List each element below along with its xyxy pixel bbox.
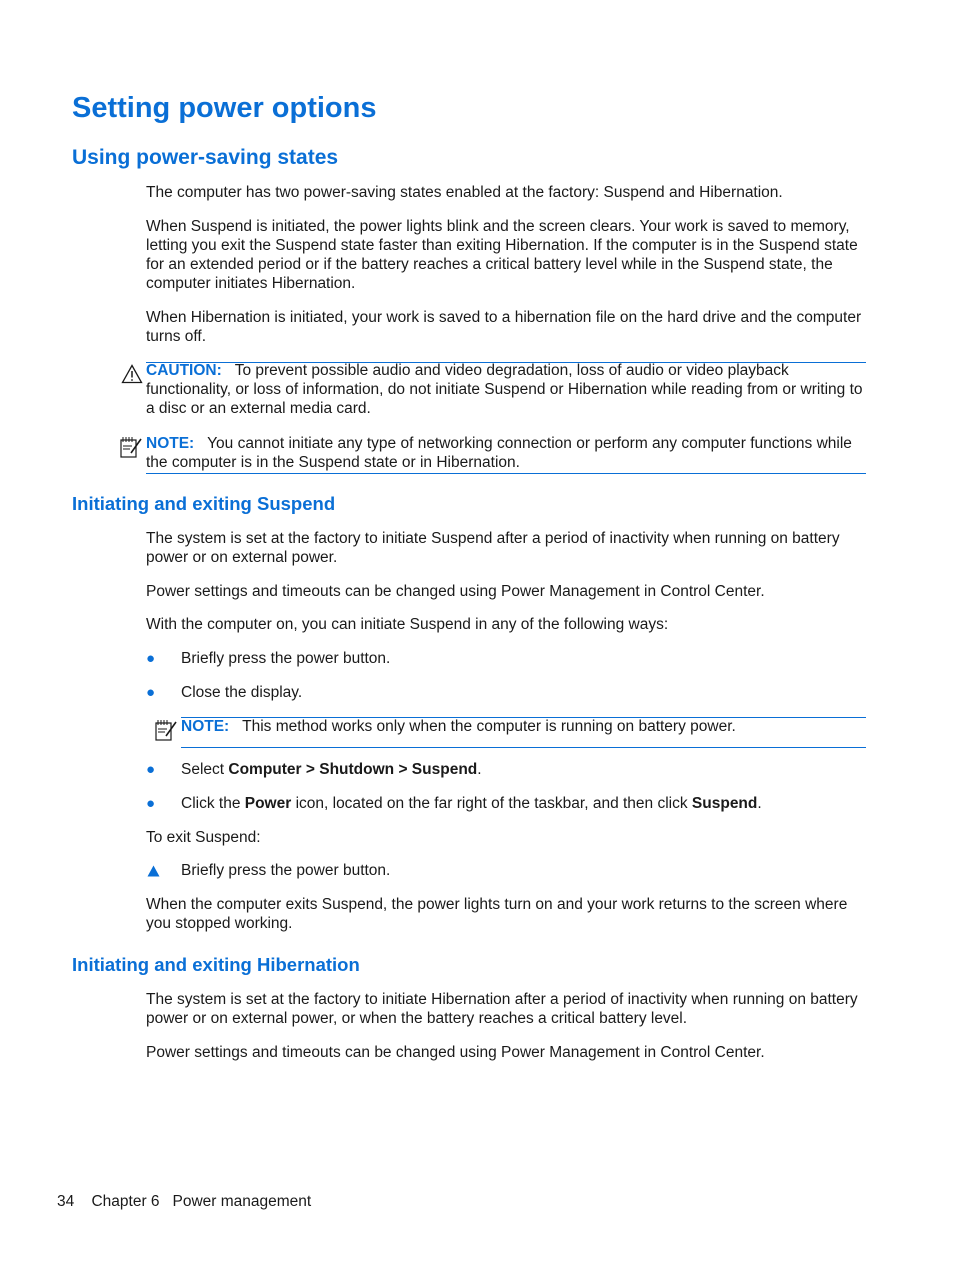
bullet-dot-icon: ● bbox=[146, 684, 156, 701]
paragraph: The computer has two power-saving states enabled at the factory: Suspend and Hibernation. bbox=[146, 184, 783, 201]
note-bottom-rule bbox=[146, 473, 866, 474]
paragraph: Power settings and timeouts can be changed using Power Management in Control Center. bbox=[146, 1044, 765, 1061]
list-item-text: Click the bbox=[181, 795, 245, 812]
list-item-text: . bbox=[477, 761, 482, 778]
subsection-title-suspend: Initiating and exiting Suspend bbox=[72, 493, 336, 514]
step-item: Briefly press the power button. bbox=[181, 862, 391, 879]
notepad-icon bbox=[119, 435, 145, 459]
paragraph: With the computer on, you can initiate Suspend in any of the following ways: bbox=[146, 616, 669, 633]
note-text: You cannot initiate any type of networking connection or perform any computer functions while the computer is in the Suspend state or in Hibernation. bbox=[146, 435, 852, 471]
bullet-dot-icon: ● bbox=[146, 795, 156, 812]
caution-block bbox=[146, 361, 868, 418]
warning-triangle-icon bbox=[121, 364, 143, 384]
list-item: Briefly press the power button. bbox=[181, 650, 391, 667]
list-item bbox=[181, 760, 871, 779]
bold-term: Power bbox=[244, 795, 292, 812]
section-title: Using power-saving states bbox=[72, 146, 339, 169]
bullet-dot-icon: ● bbox=[146, 650, 156, 667]
menu-path: Computer > Shutdown > Suspend bbox=[228, 761, 478, 778]
list-item-text: Select bbox=[181, 761, 229, 778]
page-title: Setting power options bbox=[72, 92, 377, 124]
bold-term: Suspend bbox=[691, 795, 758, 812]
paragraph: The system is set at the factory to initiate Suspend after a period of inactivity when running on battery power or on external power. bbox=[146, 530, 840, 566]
paragraph: The system is set at the factory to initiate Hibernation after a period of inactivity when running on battery power or on external power, or when the battery reaches a critical battery level. bbox=[146, 991, 858, 1027]
chapter-title: Power management bbox=[172, 1193, 312, 1210]
note-block bbox=[181, 717, 871, 736]
subsection-title-hibernation: Initiating and exiting Hibernation bbox=[72, 954, 360, 975]
caution-text: To prevent possible audio and video degradation, loss of audio or video playback functionality, or loss of information, do not initiate Suspend or Hibernation while reading from or writing to a disc or an external media card. bbox=[146, 362, 863, 417]
note-text: This method works only when the computer is running on battery power. bbox=[242, 718, 736, 735]
note-bottom-rule bbox=[181, 747, 866, 748]
list-item: Close the display. bbox=[181, 684, 303, 701]
paragraph: To exit Suspend: bbox=[146, 829, 261, 846]
caution-label: CAUTION: bbox=[146, 362, 222, 379]
paragraph: When Hibernation is initiated, your work is saved to a hibernation file on the hard drive and the computer turns off. bbox=[146, 309, 862, 345]
paragraph: Power settings and timeouts can be changed using Power Management in Control Center. bbox=[146, 583, 765, 600]
note-block bbox=[146, 434, 868, 472]
note-label: NOTE: bbox=[181, 718, 230, 735]
paragraph: When Suspend is initiated, the power lights blink and the screen clears. Your work is saved to memory, letting you exit the Suspend state faster than exiting Hibernation. If the computer is in the Suspend state for an extended period or if the battery reaches a critical battery level while in the Suspend state, the computer initiates Hibernation. bbox=[146, 218, 858, 292]
page-footer bbox=[57, 1192, 311, 1211]
notepad-icon bbox=[154, 718, 180, 742]
bullet-dot-icon: ● bbox=[146, 761, 156, 778]
list-item-text: . bbox=[757, 795, 762, 812]
list-item-text: icon, located on the far right of the taskbar, and then click bbox=[291, 795, 692, 812]
paragraph: When the computer exits Suspend, the power lights turn on and your work returns to the screen where you stopped working. bbox=[146, 896, 848, 932]
page-number: 34 bbox=[57, 1193, 75, 1210]
list-item bbox=[181, 794, 871, 813]
chapter-label: Chapter 6 bbox=[91, 1193, 160, 1210]
triangle-step-icon bbox=[147, 865, 160, 877]
note-label: NOTE: bbox=[146, 435, 195, 452]
